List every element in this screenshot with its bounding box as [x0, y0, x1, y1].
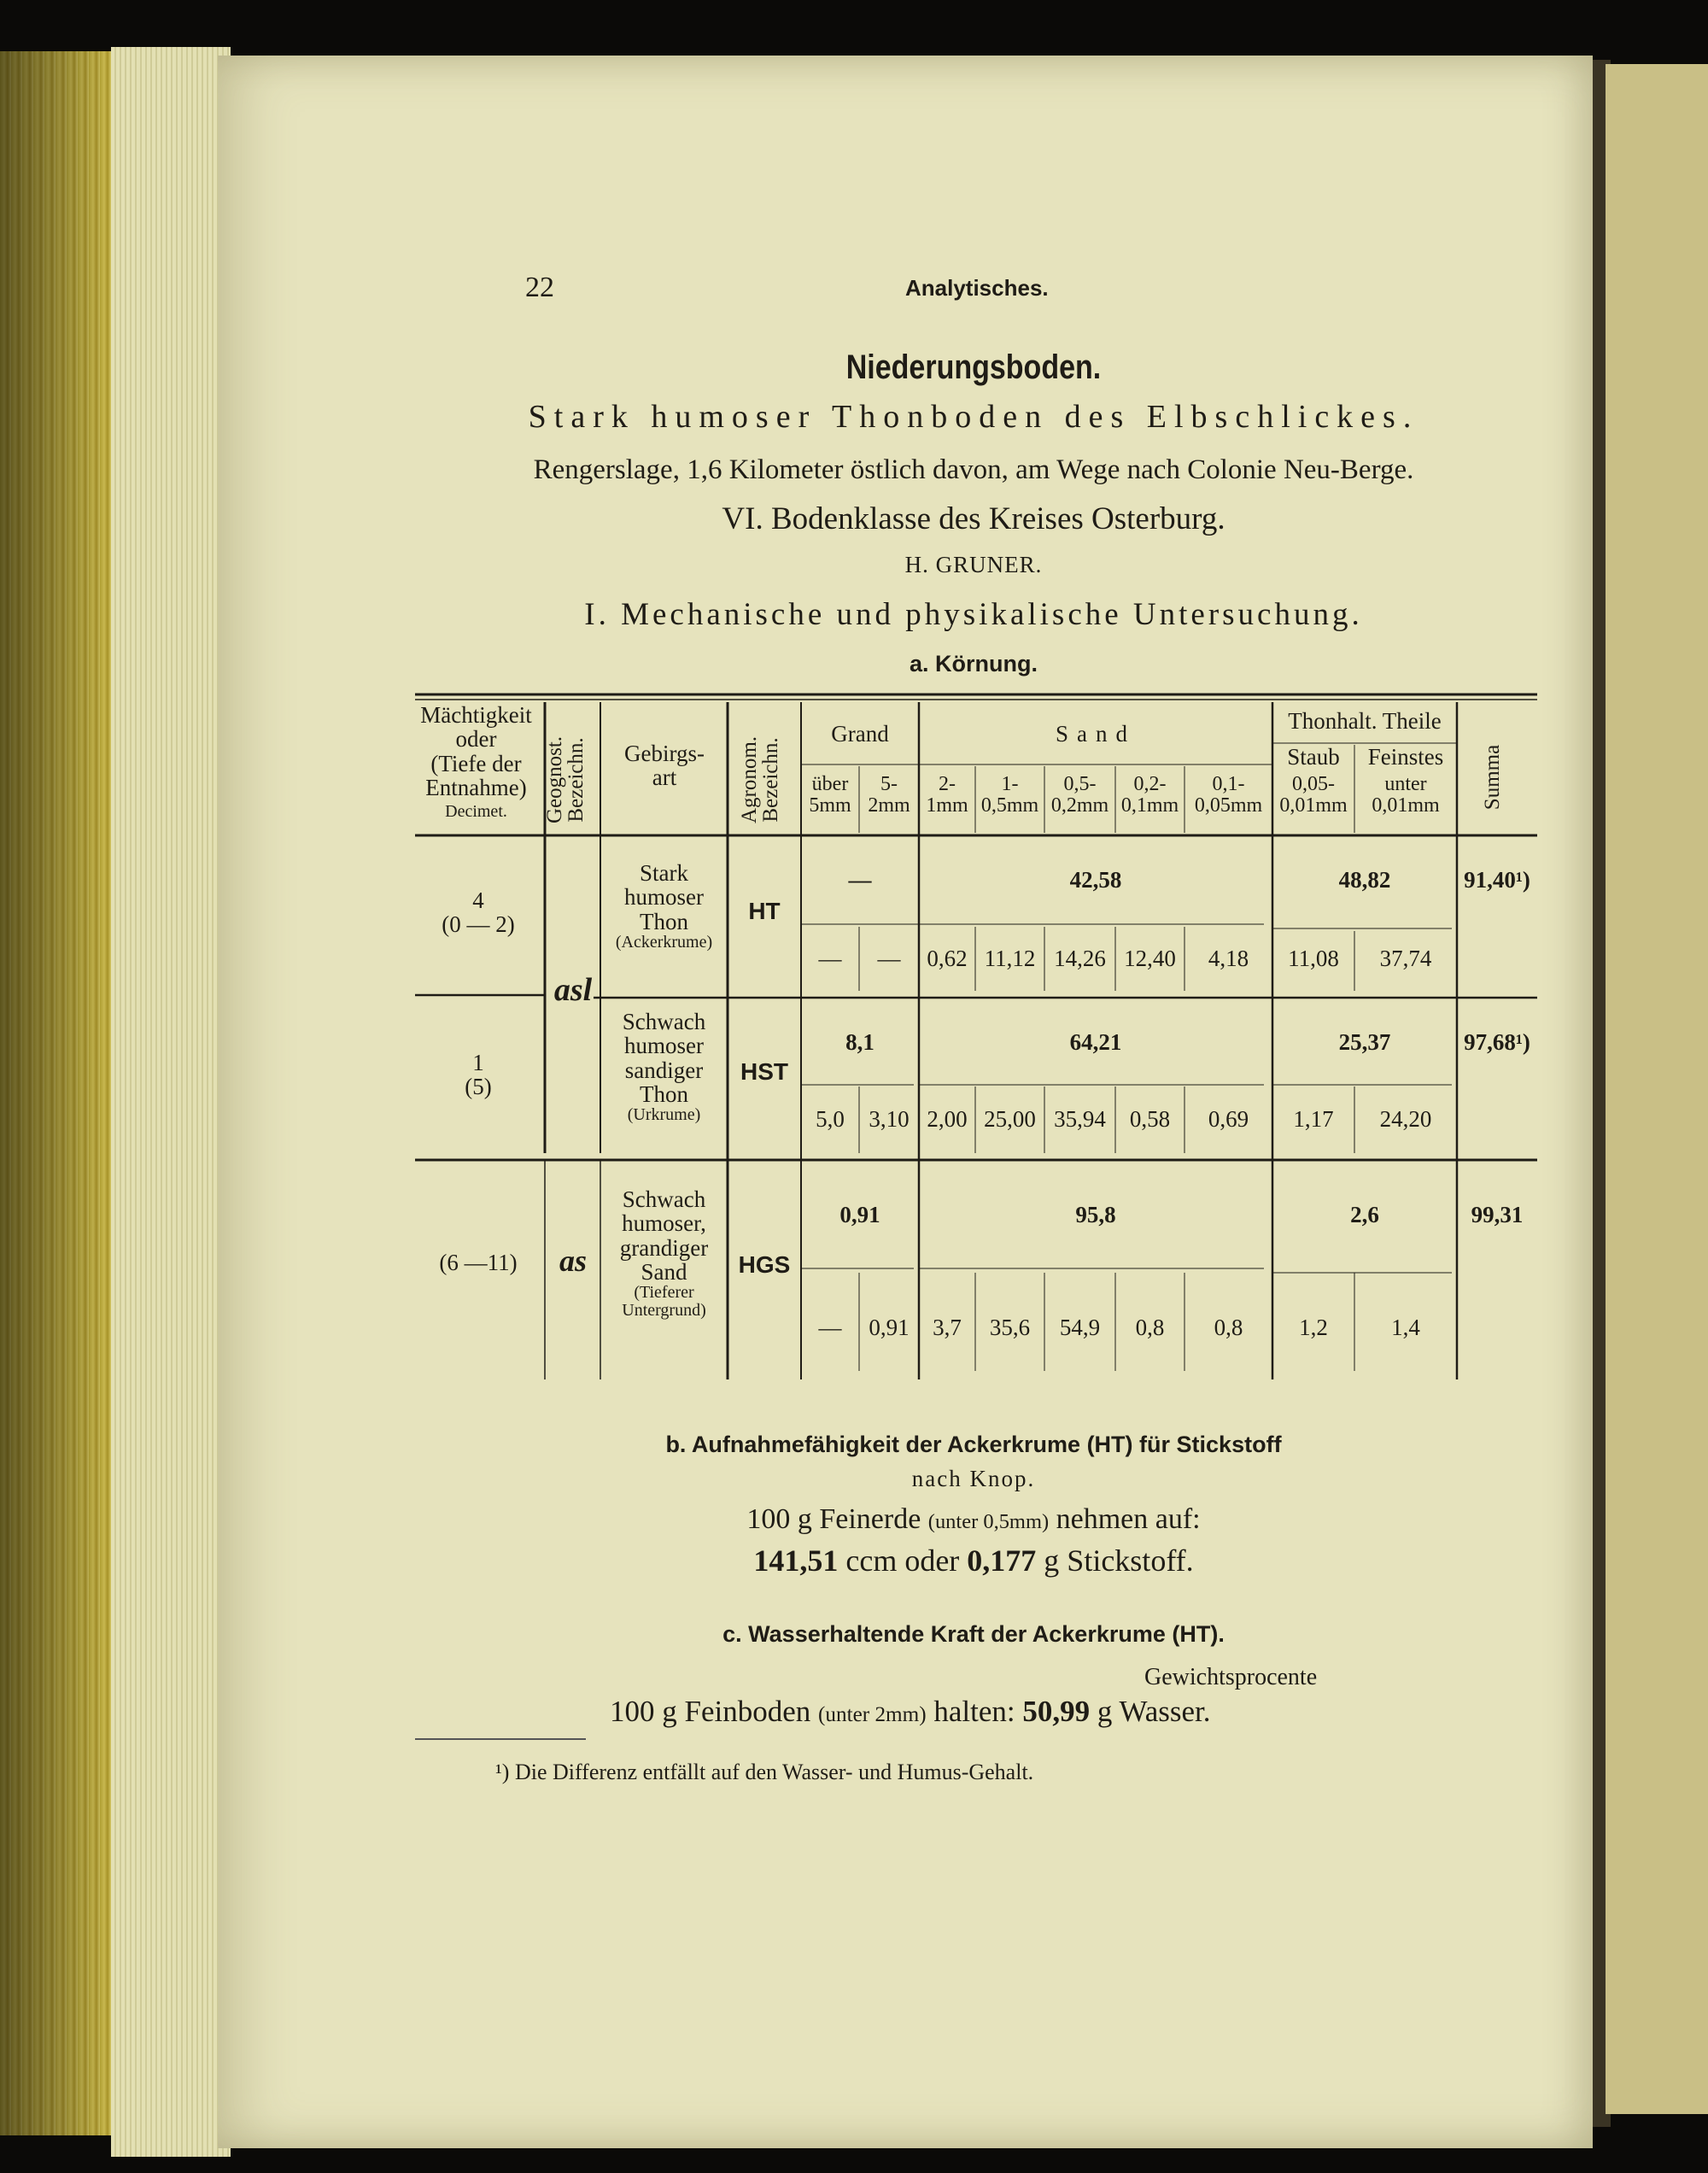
- footnote-rule: [415, 1738, 586, 1740]
- row3-sand-total: 95,8: [1075, 1202, 1116, 1227]
- row1-sand-total: 42,58: [1069, 867, 1122, 893]
- row1-value-6: 12,40: [1124, 946, 1176, 971]
- size-staub: 0,05- 0,01mm: [1279, 773, 1348, 817]
- row1-value-1: —: [818, 946, 842, 971]
- row2-depth: 1 (5): [465, 1050, 492, 1100]
- section-c-unit-label: Gewichtsprocente: [1144, 1664, 1318, 1690]
- row2-value-6: 0,58: [1129, 1106, 1171, 1132]
- row3-value-2: 0,91: [869, 1315, 910, 1340]
- header-grand: Grand: [831, 721, 889, 747]
- page-number: 22: [525, 272, 554, 303]
- row2-value-7: 0,69: [1208, 1106, 1249, 1132]
- row3-value-7: 0,8: [1214, 1315, 1243, 1340]
- row1-value-3: 0,62: [927, 946, 968, 971]
- header-depth: Mächtigkeit oder (Tiefe der Entnahme) Decimet.: [420, 702, 532, 822]
- header-gebirgsart: Gebirgs- art: [624, 741, 705, 791]
- row3-value-6: 0,8: [1135, 1315, 1165, 1340]
- row3-agronom: HGS: [738, 1251, 791, 1278]
- row1-agronom: HT: [748, 898, 781, 924]
- footnote: ¹) Die Differenz entfällt auf den Wasser- und Humus-Gehalt.: [495, 1760, 1034, 1784]
- row3-value-9: 1,4: [1391, 1315, 1420, 1340]
- geognost-asl: asl: [553, 972, 593, 1008]
- row3-value-8: 1,2: [1299, 1315, 1328, 1340]
- header-staub: Staub: [1287, 744, 1340, 770]
- row2-value-9: 24,20: [1379, 1106, 1432, 1132]
- row2-thon-total: 25,37: [1338, 1029, 1391, 1055]
- row2-value-2: 3,10: [869, 1106, 910, 1132]
- section-c-heading: c. Wasserhaltende Kraft der Ackerkrume (HT).: [722, 1621, 1225, 1647]
- row2-grand-total: 8,1: [845, 1029, 874, 1055]
- row2-value-4: 25,00: [984, 1106, 1036, 1132]
- section-heading: I. Mechanische und physikalische Untersuchung.: [584, 597, 1363, 632]
- soil-class-line: VI. Bodenklasse des Kreises Osterburg.: [722, 501, 1225, 536]
- row2-value-3: 2,00: [927, 1106, 968, 1132]
- size-5-2mm: 5- 2mm: [868, 773, 910, 817]
- row3-depth: (6 —11): [439, 1250, 518, 1275]
- subtitle: Stark humoser Thonboden des Elbschlickes.: [528, 399, 1419, 435]
- row2-art: Schwach humoser sandiger Thon (Urkrume): [622, 1009, 706, 1125]
- header-geognost: Geognost. Bezeichn.: [543, 735, 588, 824]
- header-summa: Summa: [1481, 744, 1504, 811]
- running-title: Analytisches.: [905, 275, 1049, 301]
- row3-value-3: 3,7: [933, 1315, 962, 1340]
- header-agronom: Agronom. Bezeichn.: [738, 735, 782, 824]
- section-b-method: nach Knop.: [911, 1466, 1036, 1491]
- row3-summa: 99,31: [1471, 1202, 1524, 1227]
- row1-summa: 91,40¹): [1464, 867, 1530, 893]
- section-c-result: 100 g Feinboden (unter 2mm) halten: 50,99 g Wasser.: [610, 1695, 1211, 1728]
- size-01-005mm: 0,1- 0,05mm: [1194, 773, 1263, 817]
- size-05-02mm: 0,5- 0,2mm: [1050, 773, 1109, 817]
- row1-value-7: 4,18: [1208, 946, 1249, 971]
- size-ueber-5mm: über 5mm: [809, 773, 851, 817]
- row1-value-2: —: [877, 946, 901, 971]
- header-thonhalt: Thonhalt. Theile: [1288, 708, 1442, 734]
- row3-thon-total: 2,6: [1350, 1202, 1379, 1227]
- row1-value-4: 11,12: [984, 946, 1036, 971]
- row3-value-5: 54,9: [1059, 1315, 1101, 1340]
- row2-summa: 97,68¹): [1464, 1029, 1530, 1055]
- row3-value-1: —: [818, 1315, 842, 1340]
- row1-thon-total: 48,82: [1338, 867, 1391, 893]
- section-b-statement: 100 g Feinerde (unter 0,5mm) nehmen auf:: [746, 1503, 1201, 1535]
- section-b-heading: b. Aufnahmefähigkeit der Ackerkrume (HT) für Stickstoff: [665, 1432, 1282, 1457]
- row2-value-8: 1,17: [1293, 1106, 1334, 1132]
- row3-geognost: as: [559, 1244, 587, 1278]
- row2-agronom: HST: [740, 1058, 788, 1085]
- header-sand: Sand: [1056, 721, 1136, 747]
- row1-value-5: 14,26: [1054, 946, 1106, 971]
- row1-depth: 4 (0 — 2): [442, 887, 515, 938]
- row2-value-1: 5,0: [816, 1106, 845, 1132]
- size-02-01mm: 0,2- 0,1mm: [1120, 773, 1179, 817]
- header-feinstes: Feinstes: [1367, 744, 1444, 770]
- section-b-result: 141,51 ccm oder 0,177 g Stickstoff.: [753, 1543, 1194, 1578]
- author: H. GRUNER.: [904, 552, 1043, 577]
- size-2-1mm: 2- 1mm: [926, 773, 968, 817]
- row3-value-4: 35,6: [989, 1315, 1031, 1340]
- location-line: Rengerslage, 1,6 Kilometer östlich davon, am Wege nach Colonie Neu-Berge.: [533, 454, 1414, 485]
- row2-value-5: 35,94: [1054, 1106, 1106, 1132]
- row1-grand-total: —: [848, 867, 872, 893]
- size-feinstes: unter 0,01mm: [1372, 773, 1440, 817]
- row1-value-9: 37,74: [1379, 946, 1432, 971]
- size-1-05mm: 1- 0,5mm: [980, 773, 1039, 817]
- subsection-a-heading: a. Körnung.: [910, 651, 1038, 676]
- row3-grand-total: 0,91: [839, 1202, 880, 1227]
- row1-value-8: 11,08: [1288, 946, 1339, 971]
- page-title: Niederungsboden.: [845, 348, 1102, 386]
- row3-art: Schwach humoser, grandiger Sand (Tieferer Untergrund): [619, 1186, 709, 1321]
- row1-art: Stark humoser Thon (Ackerkrume): [615, 860, 713, 952]
- row2-sand-total: 64,21: [1069, 1029, 1122, 1055]
